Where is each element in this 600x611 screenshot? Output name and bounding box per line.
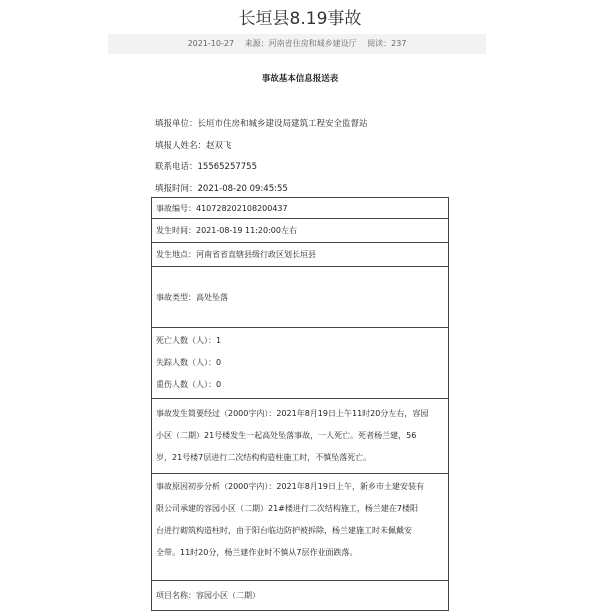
summary-line: 小区（二期）21号楼发生一起高处坠落事故，一人死亡。死者杨兰建，56 [156, 431, 417, 440]
accident-info-table [151, 197, 449, 611]
table-row [152, 219, 449, 243]
table-row [152, 267, 449, 328]
deaths-count: 死亡人数（人）：1 [156, 336, 222, 345]
field-report-time [155, 182, 288, 194]
field-reporter-value: 赵双飞 [206, 141, 232, 151]
cause-cell [152, 474, 449, 581]
cause-line: 事故原因初步分析（2000字内）：2021年8月19日上午，新乡市土建安装有 [156, 482, 424, 491]
views-label: 阅读： [367, 39, 392, 48]
injured-count: 重伤人数（人）：0 [156, 380, 222, 389]
table-row [152, 243, 449, 267]
source-label: 来源： [244, 39, 269, 48]
accident-no-cell: 事故编号：410728202108200437 [152, 198, 449, 219]
missing-count: 失踪人数（人）：0 [156, 358, 222, 367]
accident-time-cell: 发生时间：2021-08-19 11:20:00左右 [152, 219, 449, 243]
accident-location-cell: 发生地点：河南省省直辖县级行政区划长垣县 [152, 243, 449, 267]
field-unit [155, 117, 368, 129]
field-reporter-label: 填报人姓名： [155, 141, 207, 151]
field-unit-label: 填报单位： [155, 119, 198, 129]
field-report-time-value: 2021-08-20 09:45:55 [197, 184, 288, 194]
table-row [152, 328, 449, 399]
article-meta [108, 34, 486, 54]
cause-line: 全带。11时20分，杨兰建作业时不慎从7层作业面跌落。 [156, 548, 358, 557]
table-row [152, 399, 449, 474]
views-count: 237 [391, 39, 407, 48]
casualty-cell [152, 328, 449, 399]
summary-cell [152, 399, 449, 474]
source-name: 河南省住房和城乡建设厅 [268, 39, 357, 48]
project-name-cell: 项目名称：容园小区（二期） [152, 581, 449, 611]
field-phone-value: 15565257755 [197, 162, 258, 172]
accident-type-cell: 事故类型：高处坠落 [152, 267, 449, 328]
table-row [152, 581, 449, 611]
article-title: 长垣县8.19事故 [238, 9, 362, 29]
report-heading: 事故基本信息报送表 [261, 74, 339, 84]
field-phone [155, 160, 257, 172]
summary-line: 岁，21号楼7层进行二次结构构造柱施工时，不慎坠落死亡。 [156, 453, 372, 462]
source-info [245, 39, 357, 48]
publish-date: 2021-10-27 [187, 39, 235, 48]
table-row [152, 474, 449, 581]
cause-line: 限公司承建的容园小区（二期）21#楼进行二次结构施工，杨兰建在7楼阳 [156, 504, 418, 513]
table-row [152, 198, 449, 219]
cause-line: 台进行砌筑构造柱时，由于阳台临边防护被拆除，杨兰建施工时未佩戴安 [156, 526, 412, 535]
field-unit-value: 长垣市住房和城乡建设局建筑工程安全监督站 [197, 119, 368, 129]
field-phone-label: 联系电话： [155, 162, 198, 172]
summary-line: 事故发生简要经过（2000字内）：2021年8月19日上午11时20分左右，容园 [156, 409, 429, 418]
views-info [367, 39, 406, 48]
field-reporter [155, 139, 232, 151]
field-report-time-label: 填报时间： [155, 184, 198, 194]
